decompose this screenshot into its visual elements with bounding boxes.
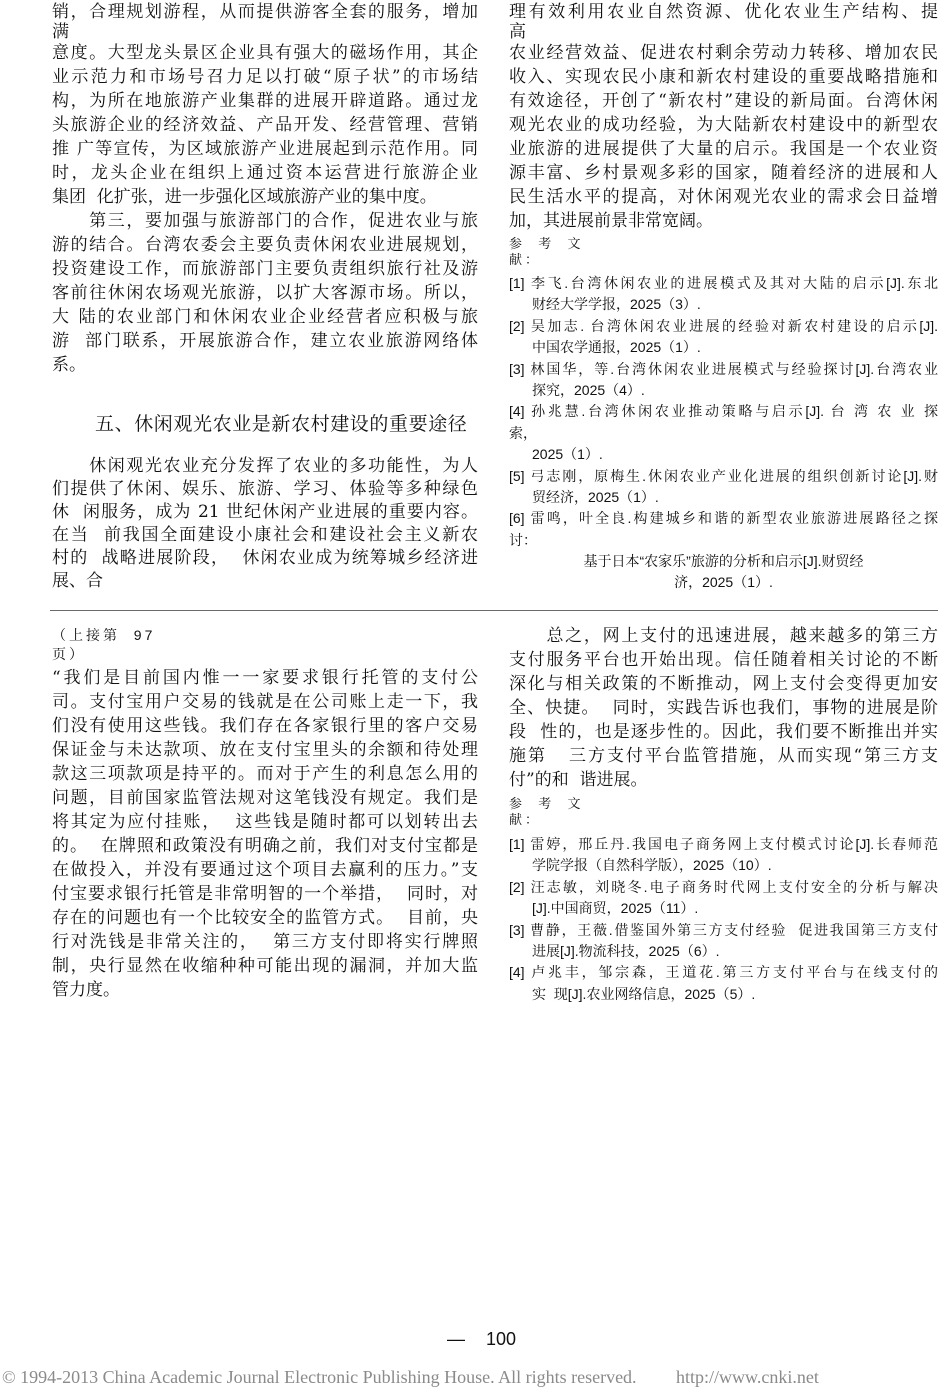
text-line: 大 陆的农业部门和休闲农业企业经营者应积极与旅	[52, 307, 478, 327]
reference-line: 索，	[509, 424, 537, 441]
top-left-paragraphs-2-3	[52, 41, 478, 377]
reference-line: 济，2025（1）.	[674, 574, 773, 591]
reference-line: 贸经济，2025（1）.	[532, 488, 659, 505]
text-line: 页）	[52, 646, 86, 662]
reference-line: [4] 孙兆慧.台湾休闲农业推动策略与启示[J]. 台 湾 农 业 探	[509, 403, 938, 420]
reference-line: 2025（1）.	[532, 446, 603, 463]
reference-item	[509, 962, 938, 1005]
text-line: 总之，网上支付的迅速进展，越来越多的第三方	[509, 626, 938, 646]
page-number-dash: —	[447, 1329, 465, 1349]
text-line: 加，其进展前景非常宽阔。	[509, 211, 713, 231]
text-line: 村的 战略进展阶段， 休闲农业成为统筹城乡经济进	[52, 548, 478, 568]
section-divider	[50, 610, 938, 611]
text-line: 收入、实现农民小康和新农村建设的重要战略措施和	[509, 67, 938, 87]
text-line: 满	[52, 22, 69, 42]
reference-line: 财经大学学报，2025（3）.	[532, 296, 701, 313]
text-line: 时，龙头企业在组织上通过资本运营进行旅游企业	[52, 163, 478, 183]
reference-line: [5] 弓志刚，原梅生.休闲农业产业化进展的组织创新讨论[J].财	[509, 467, 938, 484]
text-line: 农业经营效益、促进农村剩余劳动力转移、增加农民	[509, 43, 938, 63]
text-line: （上接第 97	[52, 627, 156, 643]
references-title-line: 献：	[509, 812, 542, 827]
text-line: 展、合	[52, 571, 103, 591]
text-line: 头旅游企业的经济效益、产品开发、经营管理、营销	[52, 115, 478, 135]
reference-line: [1] 雷婷，邢丘丹.我国电子商务网上支付模式讨论[J].长春师范	[509, 836, 938, 852]
reference-item	[509, 508, 938, 594]
reference-line: 讨：	[509, 531, 537, 548]
references-title-line: 参 考 文	[509, 796, 584, 811]
text-line: 付”的和 谐进展。	[509, 770, 648, 790]
section-heading: 五、休闲观光农业是新农村建设的重要途径	[95, 413, 468, 435]
text-line: 销，合理规划游程，从而提供游客全套的服务，增加	[52, 2, 478, 22]
reference-line: [2] 吴加志. 台湾休闲农业进展的经验对新农村建设的启示[J].	[509, 317, 938, 334]
reference-item	[509, 834, 938, 877]
bottom-right-paragraph	[509, 624, 938, 792]
reference-line: 中国农学通报，2025（1）.	[532, 339, 701, 356]
reference-item	[509, 359, 938, 402]
reference-line: 探究，2025（4）.	[532, 381, 645, 398]
text-line: 行对洗钱是非常关注的， 第三方支付即将实行牌照	[52, 932, 478, 952]
text-line: 构，为所在地旅游产业集群的进展开辟道路。通过龙	[52, 91, 478, 111]
text-line: 们没有使用这些钱。我们存在各家银行里的客户交易	[52, 716, 478, 736]
reference-item	[509, 466, 938, 509]
text-line: 们提供了休闲、娱乐、旅游、学习、体验等多种绿色	[52, 479, 478, 499]
reference-item	[509, 273, 938, 316]
text-line: 段 性的，也是逐步性的。因此，我们要不断推出并实	[509, 722, 938, 742]
reference-line: [6] 雷鸣，叶全良.构建城乡和谐的新型农业旅游进展路径之探	[509, 510, 938, 527]
text-line: 在当 前我国全面建设小康社会和建设社会主义新农	[52, 525, 478, 545]
text-line: 推 广等宣传，为区域旅游产业进展起到示范作用。同	[52, 139, 478, 159]
reference-line: [4] 卢兆丰，邹宗森，王道花.第三方支付平台与在线支付的	[509, 964, 938, 981]
text-line: 理有效利用农业自然资源、优化农业生产结构、提	[509, 2, 938, 22]
reference-item	[509, 877, 938, 920]
references-title-line: 献：	[509, 252, 542, 267]
text-line: 休 闲服务，成为 21 世纪休闲产业进展的重要内容。	[52, 502, 478, 522]
references-list	[509, 273, 938, 594]
top-right-paragraph-1	[509, 2, 938, 42]
reference-line: [2] 汪志敏，刘晓冬.电子商务时代网上支付安全的分析与解决	[509, 878, 938, 895]
text-line: 高	[509, 22, 526, 42]
page-number: 100	[486, 1329, 517, 1349]
text-line: 游的结合。台湾农委会主要负责休闲农业进展规划，	[52, 235, 478, 255]
text-line: 在做投入，并没有要通过这个项目去赢利的压力。”支	[52, 860, 478, 880]
text-line: 深化与相关政策的不断推动，网上支付会变得更加安	[509, 674, 938, 694]
reference-line: [3] 曹静，王薇.借鉴国外第三方支付经验 促进我国第三方支付	[509, 921, 938, 938]
text-line: 施第 三方支付平台监管措施，从而实现“第三方支	[509, 746, 938, 766]
reference-line: [J].中国商贸，2025（11）.	[532, 900, 699, 917]
footer-url: http://www.cnki.net	[676, 1367, 819, 1387]
reference-line: [3] 林国华，等.台湾休闲农业进展模式与经验探讨[J].台湾农业	[509, 360, 938, 377]
text-line: 款这三项款项是持平的。而对于产生的利息怎么用的	[52, 764, 478, 784]
top-right-paragraph-2	[509, 41, 938, 233]
reference-item	[509, 401, 938, 465]
text-line: 全、快捷。 同时，实践告诉也我们，事物的进展是阶	[509, 698, 938, 718]
references-title-line: 参 考 文	[509, 236, 584, 251]
reference-line: 实 现[J].农业网络信息，2025（5）.	[532, 985, 756, 1002]
reference-item	[509, 316, 938, 359]
text-line: 司。支付宝用户交易的钱就是在公司账上走一下，我	[52, 692, 478, 712]
text-line: 第三，要加强与旅游部门的合作，促进农业与旅	[52, 211, 478, 231]
text-line: 集团 化扩张，进一步强化区域旅游产业的集中度。	[52, 187, 437, 207]
reference-line: 进展[J].物流科技，2025（6）.	[532, 942, 720, 959]
text-line: 付宝要求银行托管是非常明智的一个举措， 同时，对	[52, 884, 478, 904]
references-title	[509, 236, 938, 268]
bottom-left-paragraph	[52, 666, 478, 1002]
top-left-paragraph-1	[52, 2, 478, 42]
references-title	[509, 796, 938, 828]
text-line: 投资建设工作，而旅游部门主要负责组织旅行社及游	[52, 259, 478, 279]
text-line: 观光农业的成功经验，为大陆新农村建设中的新型农	[509, 115, 938, 135]
reference-item	[509, 920, 938, 963]
text-line: 将其定为应付挂账， 这些钱是随时都可以划转出去	[52, 812, 478, 832]
text-line: 客前往休闲农场观光旅游，以扩大客源市场。所以，	[52, 283, 478, 303]
text-line: 民生活水平的提高，对休闲观光农业的需求会日益增	[509, 187, 938, 207]
copyright-notice: © 1994-2013 China Academic Journal Electronic Publishing House. All rights reserved.	[2, 1367, 637, 1387]
text-line: 的。 在牌照和政策没有明确之前，我们对支付宝都是	[52, 836, 478, 856]
reference-line: [1] 李飞.台湾休闲农业的进展模式及其对大陆的启示[J].东北	[509, 275, 938, 291]
text-line: 意度。大型龙头景区企业具有强大的磁场作用，其企	[52, 43, 478, 63]
text-line: 管力度。	[52, 980, 120, 1000]
text-line: 源丰富、乡村景观多彩的国家，随着经济的进展和人	[509, 163, 938, 183]
top-left-paragraph-4	[52, 455, 478, 593]
reference-line: 基于日本“农家乐”旅游的分析和启示[J].财贸经	[583, 553, 864, 570]
text-line: “我们是目前国内惟一一家要求银行托管的支付公	[52, 668, 478, 688]
text-line: 业示范力和市场号召力足以打破“原子状”的市场结	[52, 67, 478, 87]
text-line: 保证金与未达款项、放在支付宝里头的余额和待处理	[52, 740, 478, 760]
text-line: 支付服务平台也开始出现。信任随着相关讨论的不断	[509, 650, 938, 670]
text-line: 业旅游的进展提供了大量的启示。我国是一个农业资	[509, 139, 938, 159]
continued-from-note	[52, 626, 478, 664]
text-line: 制，央行显然在收缩种种可能出现的漏洞，并加大监	[52, 956, 478, 976]
text-line: 存在的问题也有一个比较安全的监管方式。 目前，央	[52, 908, 478, 928]
reference-line: 学院学报（自然科学版），2025（10）.	[532, 857, 772, 874]
text-line: 休闲观光农业充分发挥了农业的多功能性，为人	[52, 456, 478, 476]
text-line: 游 部门联系，开展旅游合作，建立农业旅游网络体	[52, 331, 478, 351]
text-line: 有效途径，开创了“新农村”建设的新局面。台湾休闲	[509, 91, 938, 111]
text-line: 系。	[52, 355, 86, 375]
text-line: 问题，目前国家监管法规对这笔钱没有规定。我们是	[52, 788, 478, 808]
references-list	[509, 834, 938, 1005]
